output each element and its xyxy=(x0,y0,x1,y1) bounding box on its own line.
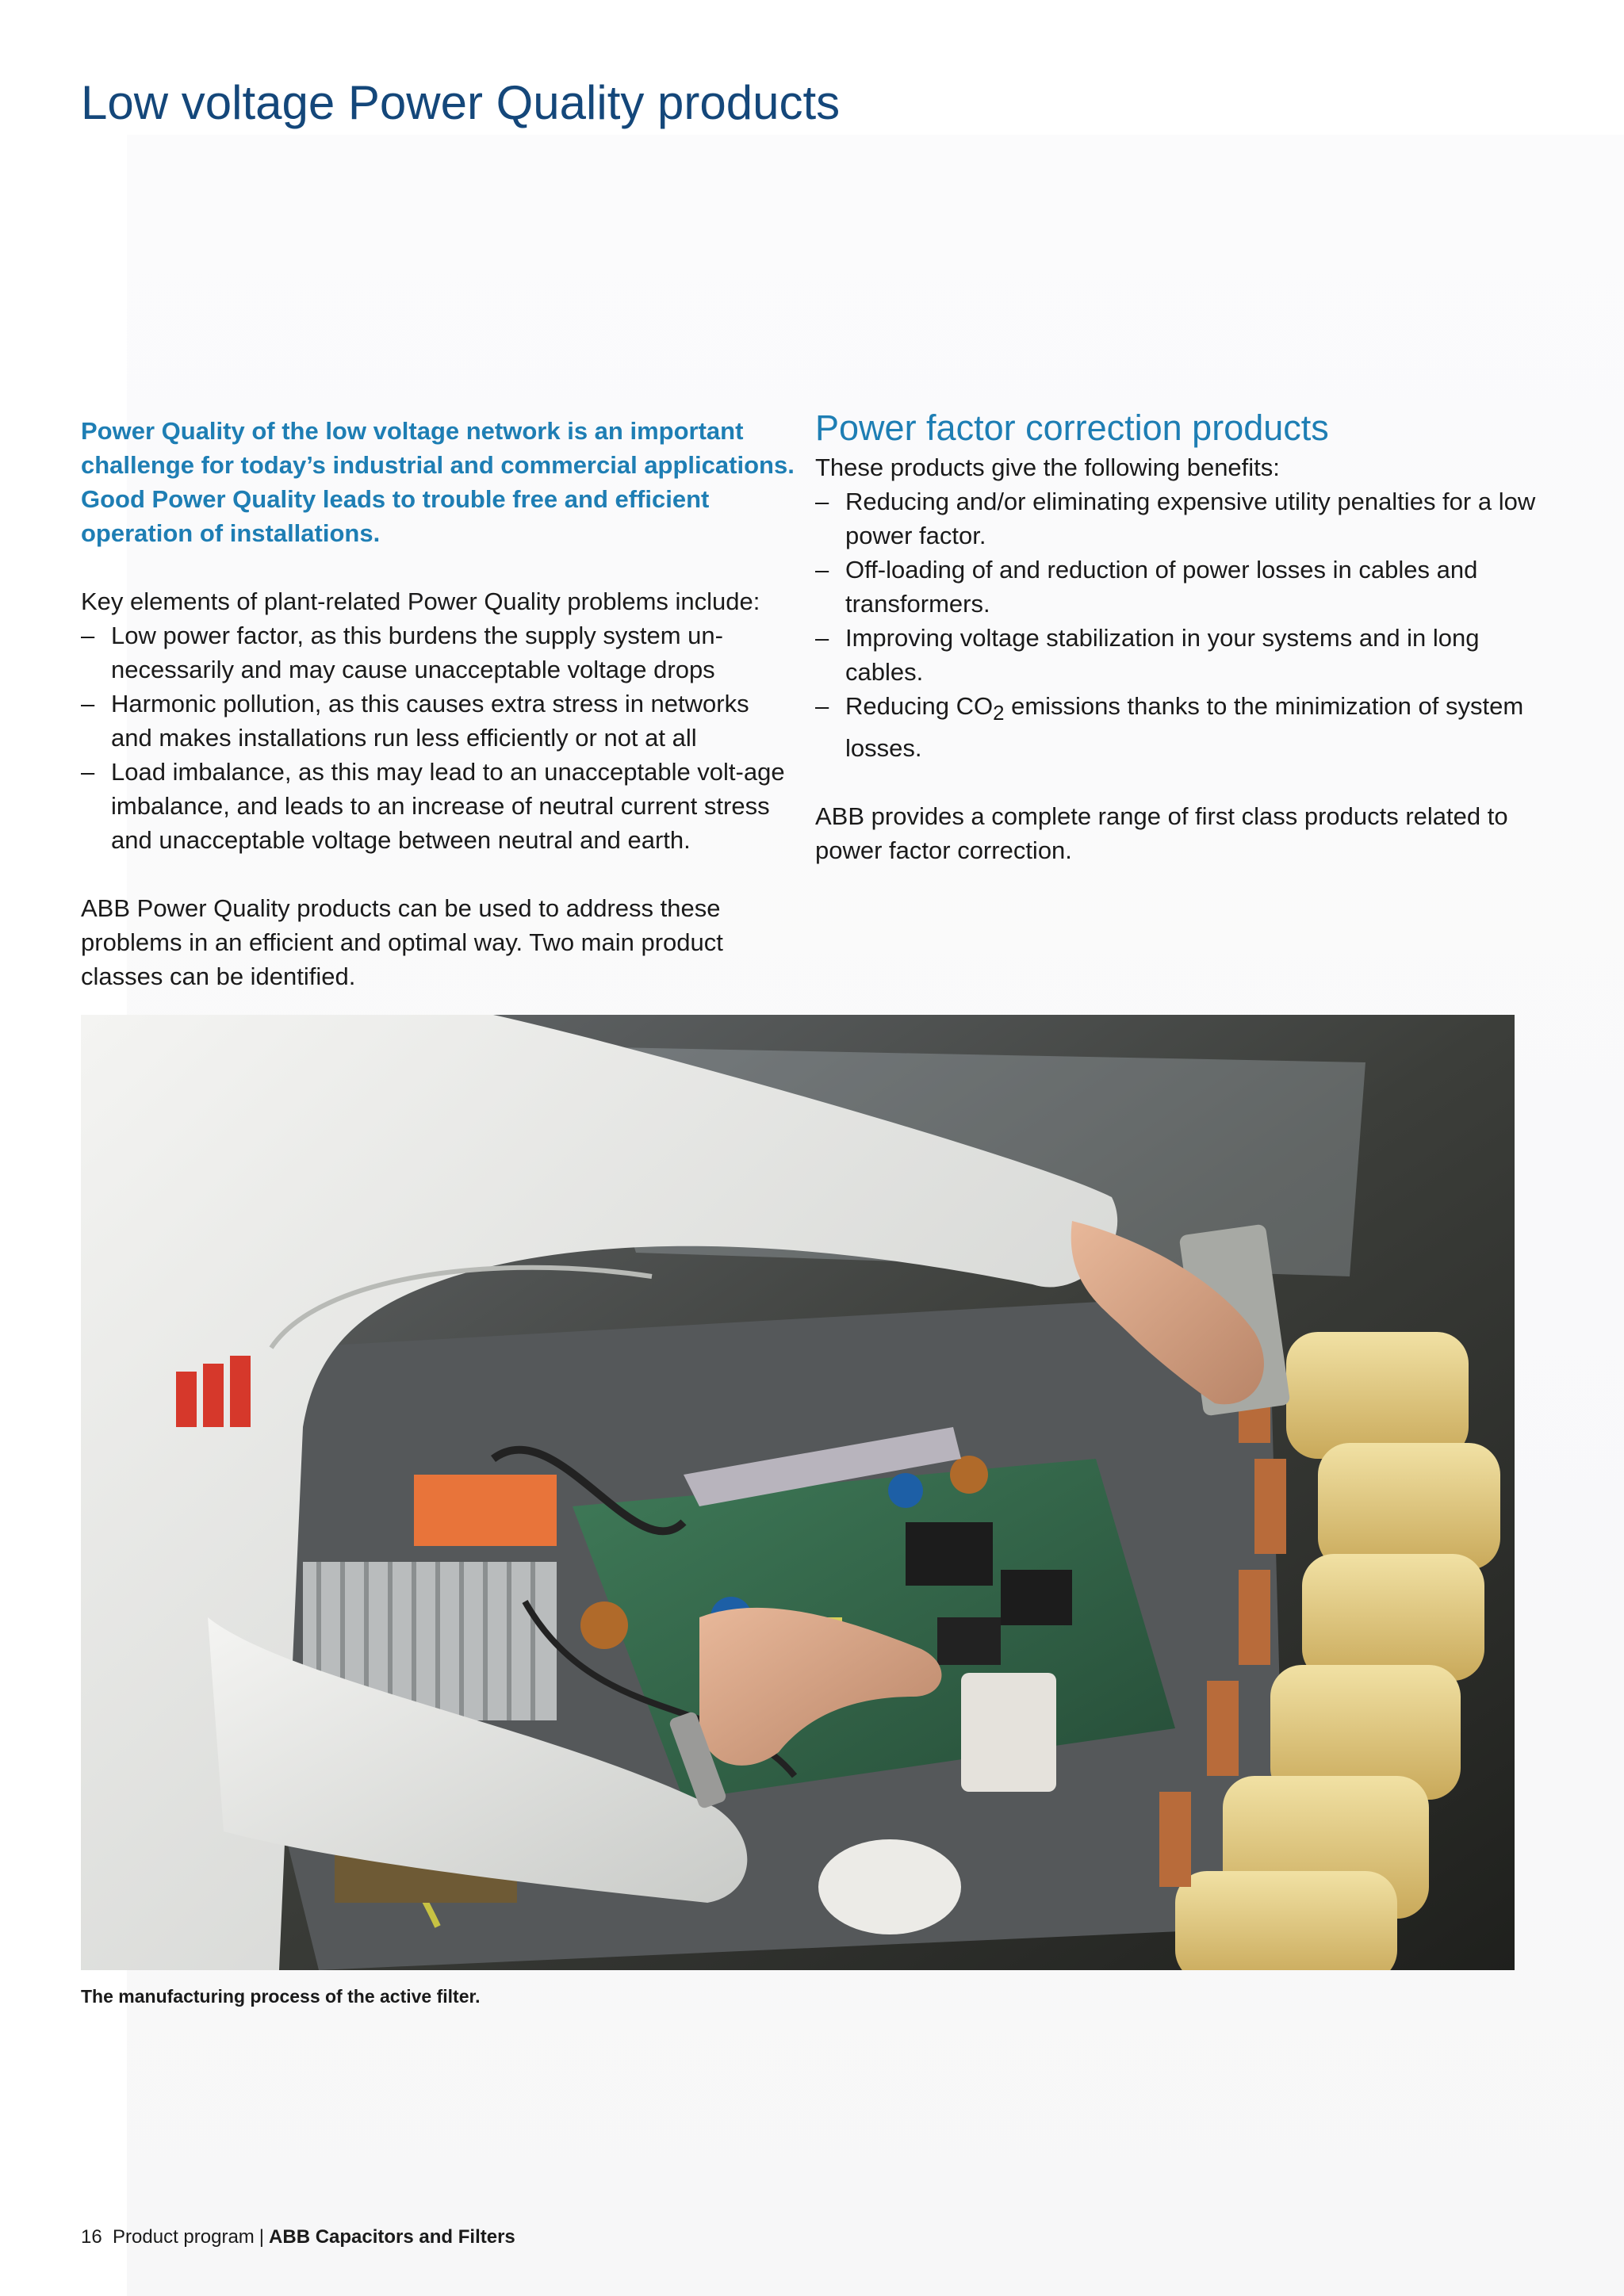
list-item-text: Reducing and/or eliminating expensive utility penalties for a low power factor. xyxy=(845,488,1536,549)
co2-text-before: Reducing CO xyxy=(845,692,994,720)
list-item: – Improving voltage stabilization in your systems and in long cables. xyxy=(815,624,1480,686)
list-item-text: Improving voltage stabilization in your systems and in long cables. xyxy=(845,624,1480,686)
page-footer xyxy=(81,2226,515,2248)
list-item-text: Load imbalance, as this may lead to an unacceptable volt-age imbalance, and leads to an increase of neutral current stress and unacceptable voltage between neutral and earth. xyxy=(111,758,785,854)
left-column xyxy=(81,414,795,993)
section-heading: Power factor correction products xyxy=(815,408,1329,448)
photo-caption: The manufacturing process of the active filter. xyxy=(81,1986,481,2007)
benefits-intro: These products give the following benefits: xyxy=(815,453,1280,481)
page-title: Low voltage Power Quality products xyxy=(81,76,841,129)
right-column xyxy=(815,406,1548,867)
footer-document-title: ABB Capacitors and Filters xyxy=(269,2226,515,2248)
closing-paragraph: ABB Power Quality products can be used to address these problems in an efficient and optimal way. Two main product classes can be identified. xyxy=(81,894,723,990)
footer-separator: | xyxy=(259,2226,265,2248)
list-item: – Harmonic pollution, as this causes extra stress in networks and makes installations run less efficiently or not at all xyxy=(81,690,749,752)
lead-paragraph: Power Quality of the low voltage network is an important challenge for today’s industrial and commercial applications. Good Power Quality leads to trouble free and efficient operation of installations. xyxy=(81,417,795,547)
list-item: – Low power factor, as this burdens the supply system un-necessarily and may cause unacceptable voltage drops xyxy=(81,622,723,683)
page-number: 16 xyxy=(81,2226,102,2248)
closing-paragraph: ABB provides a complete range of first class products related to power factor correction. xyxy=(815,802,1508,865)
product-photo xyxy=(81,1015,1515,1970)
problems-intro: Key elements of plant-related Power Quality problems include: xyxy=(81,587,760,615)
co2-text-after: emissions thanks to the minimization of system losses. xyxy=(845,692,1524,763)
list-item: – Off-loading of and reduction of power losses in cables and transformers. xyxy=(815,556,1478,618)
list-item: – Load imbalance, as this may lead to an unacceptable volt-age imbalance, and leads to an increase of neutral current stress and unacceptable voltage between neutral and earth. xyxy=(81,758,785,854)
benefits-list xyxy=(815,484,1548,765)
photo-illustration xyxy=(81,1015,1515,1970)
list-item: – Reducing $CO_2$ emissions thanks to the minimization of system losses. xyxy=(815,692,1524,763)
co2-subscript: 2 xyxy=(993,702,1005,725)
list-item-text: Low power factor, as this burdens the supply system un-necessarily and may cause unacceptable voltage drops xyxy=(111,622,723,683)
list-item: – Reducing and/or eliminating expensive utility penalties for a low power factor. xyxy=(815,488,1536,549)
footer-section: Product program xyxy=(113,2226,255,2248)
list-item-text xyxy=(845,692,1523,762)
problems-list xyxy=(81,618,795,857)
list-item-text: Off-loading of and reduction of power losses in cables and transformers. xyxy=(845,556,1478,618)
list-item-text: Harmonic pollution, as this causes extra stress in networks and makes installations run less efficiently or not at all xyxy=(111,690,749,752)
